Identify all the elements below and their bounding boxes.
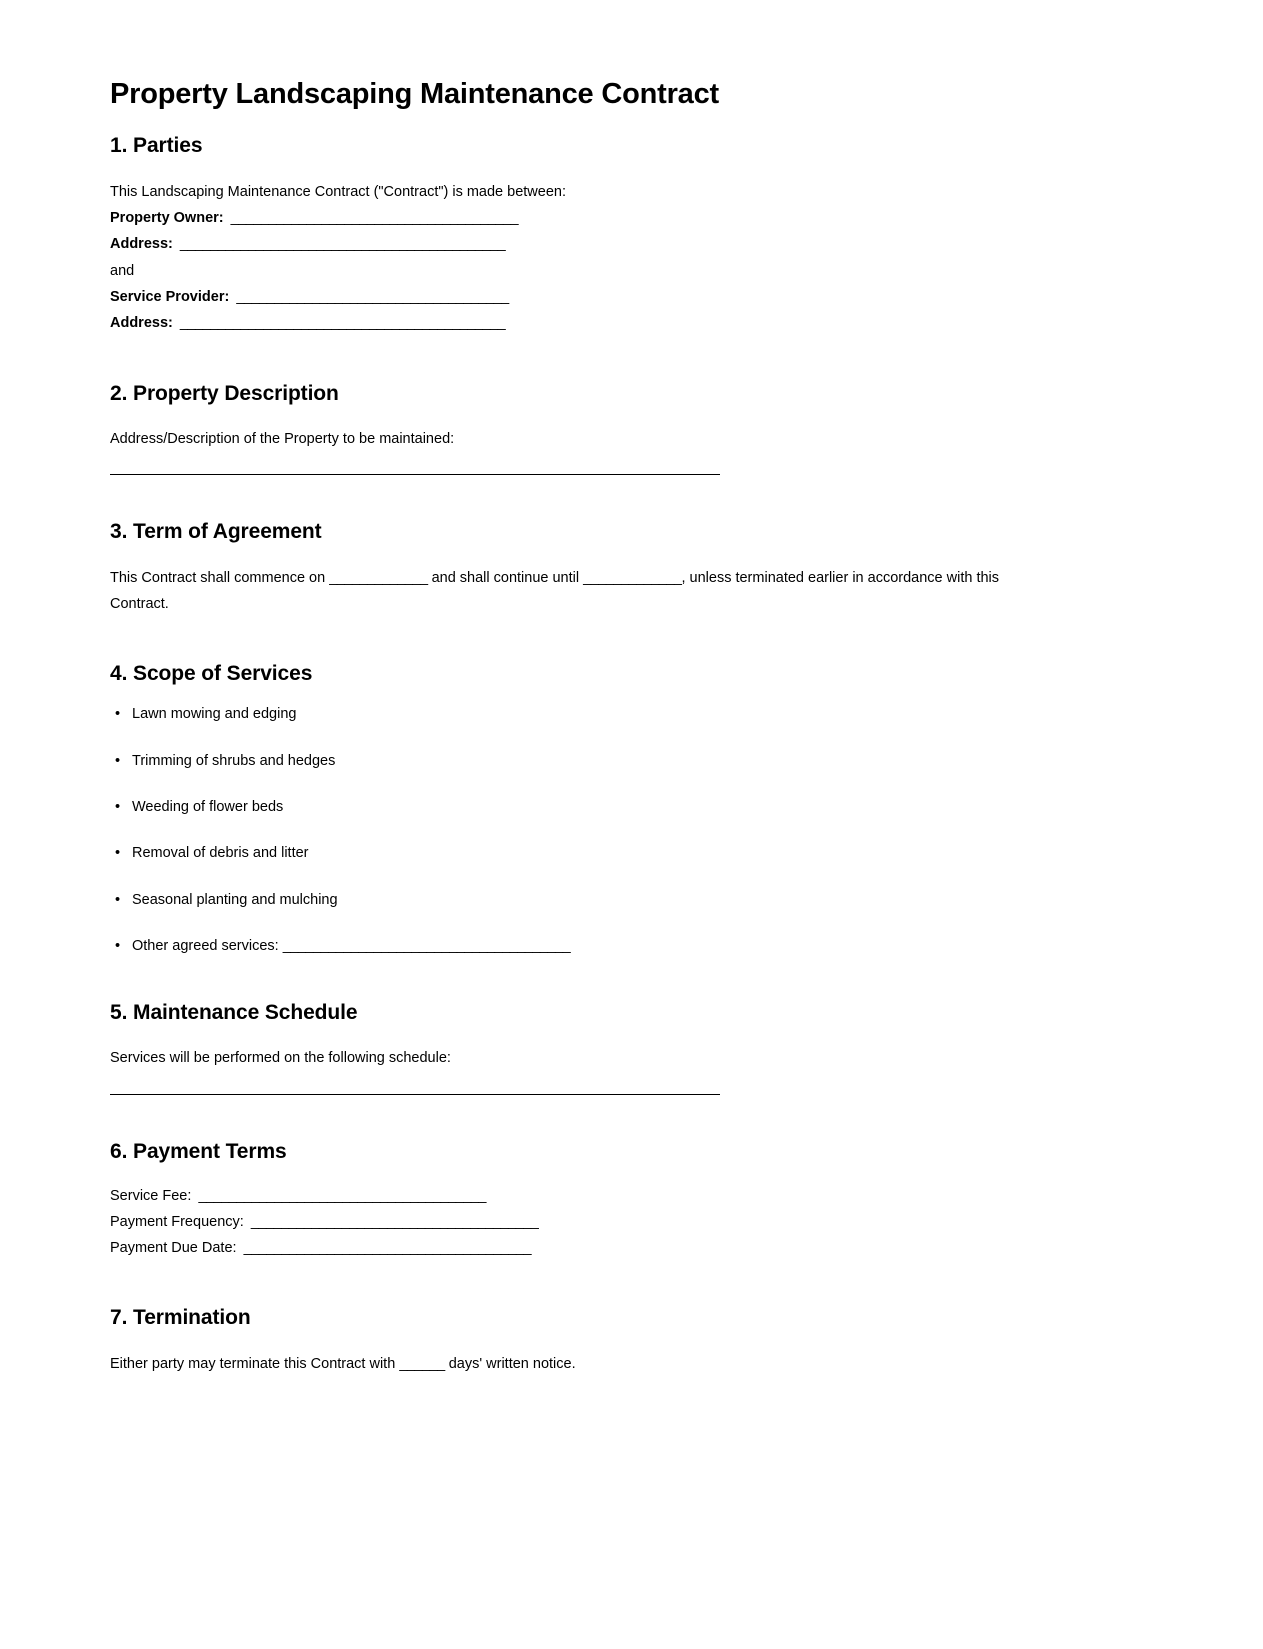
property-owner-label: Property Owner: — [110, 209, 224, 226]
termination-text-part-2: days' written notice. — [444, 1355, 576, 1372]
term-text-part-1: This Contract shall commence on — [110, 569, 330, 586]
section-payment-terms — [110, 1139, 1153, 1262]
section-heading-termination: 7. Termination — [110, 1306, 251, 1330]
bullet-icon: • — [115, 937, 121, 954]
section-termination — [110, 1305, 1153, 1377]
section-parties — [110, 133, 1153, 336]
service-provider-blank[interactable]: ____________________________________ — [229, 289, 509, 306]
parties-provider-line — [110, 284, 1153, 310]
parties-owner-line — [110, 205, 1153, 231]
property-owner-blank[interactable]: ______________________________________ — [223, 209, 519, 226]
service-fee-line — [110, 1184, 1153, 1210]
list-item — [110, 843, 1153, 863]
term-text-part-2: and shall continue until — [427, 569, 584, 586]
schedule-intro-text: Services will be performed on the following schedule: — [110, 1050, 451, 1067]
term-until-blank[interactable]: _____________ — [583, 569, 682, 586]
list-item-label: Seasonal planting and mulching — [132, 891, 338, 908]
provider-address-label: Address: — [110, 315, 173, 332]
section-property-description — [110, 381, 1153, 476]
property-description-blank-rule[interactable] — [110, 474, 720, 475]
section-heading-schedule: 5. Maintenance Schedule — [110, 1001, 358, 1025]
list-item-label: Trimming of shrubs and hedges — [132, 752, 336, 769]
page-title: Property Landscaping Maintenance Contract — [110, 78, 719, 110]
section-heading-payment: 6. Payment Terms — [110, 1139, 287, 1163]
section-heading-parties: 1. Parties — [110, 134, 203, 158]
list-item-label: Lawn mowing and edging — [132, 706, 297, 723]
list-item-label: Weeding of flower beds — [132, 799, 284, 816]
parties-and-text: and — [110, 262, 135, 279]
term-commence-blank[interactable]: _____________ — [329, 569, 428, 586]
termination-days-blank[interactable]: ______ — [399, 1355, 445, 1372]
service-fee-label: Service Fee: — [110, 1188, 192, 1204]
payment-due-date-label: Payment Due Date: — [110, 1239, 237, 1256]
section-heading-term: 3. Term of Agreement — [110, 520, 322, 544]
schedule-blank-rule[interactable] — [110, 1094, 720, 1095]
payment-due-date-line — [110, 1236, 1153, 1262]
list-item-label: Removal of debris and litter — [132, 845, 309, 862]
bullet-icon: • — [115, 706, 121, 723]
other-services-blank[interactable]: ______________________________________ — [282, 937, 571, 954]
other-services-label: Other agreed services: — [132, 937, 283, 954]
payment-frequency-blank[interactable]: ______________________________________ — [243, 1213, 539, 1230]
service-fee-blank[interactable]: ______________________________________ — [191, 1188, 486, 1204]
parties-owner-address-line — [110, 231, 1153, 257]
property-description-intro: Address/Description of the Property to be maintained: — [110, 430, 455, 447]
bullet-icon: • — [115, 891, 121, 908]
payment-frequency-label: Payment Frequency: — [110, 1213, 244, 1230]
section-maintenance-schedule — [110, 1000, 1153, 1095]
term-text-part-3: , unless terminated earlier in accordance with this Contract. — [110, 569, 1000, 612]
list-item — [110, 797, 1153, 817]
owner-address-blank[interactable]: ___________________________________________ — [172, 236, 506, 253]
owner-address-label: Address: — [110, 236, 173, 253]
scope-services-list — [110, 704, 1153, 956]
list-item — [110, 751, 1153, 771]
parties-intro-text: This Landscaping Maintenance Contract ("Contract") is made between: — [110, 183, 566, 200]
term-body-text — [110, 565, 1045, 618]
section-heading-property-description: 2. Property Description — [110, 381, 339, 405]
section-scope-of-services — [110, 661, 1153, 956]
list-item-other-services — [110, 936, 1153, 956]
payment-fields — [110, 1184, 1153, 1261]
payment-frequency-line — [110, 1210, 1153, 1236]
bullet-icon: • — [115, 799, 121, 816]
termination-body-text — [110, 1351, 1153, 1377]
list-item — [110, 890, 1153, 910]
bullet-icon: • — [115, 845, 121, 862]
section-term-of-agreement — [110, 519, 1153, 617]
provider-address-blank[interactable]: ___________________________________________ — [172, 315, 506, 332]
bullet-icon: • — [115, 752, 121, 769]
parties-provider-address-line — [110, 310, 1153, 336]
list-item — [110, 704, 1153, 724]
section-heading-scope: 4. Scope of Services — [110, 662, 313, 686]
termination-text-part-1: Either party may terminate this Contract with — [110, 1355, 400, 1372]
payment-due-date-blank[interactable]: ______________________________________ — [236, 1239, 532, 1256]
service-provider-label: Service Provider: — [110, 289, 230, 306]
